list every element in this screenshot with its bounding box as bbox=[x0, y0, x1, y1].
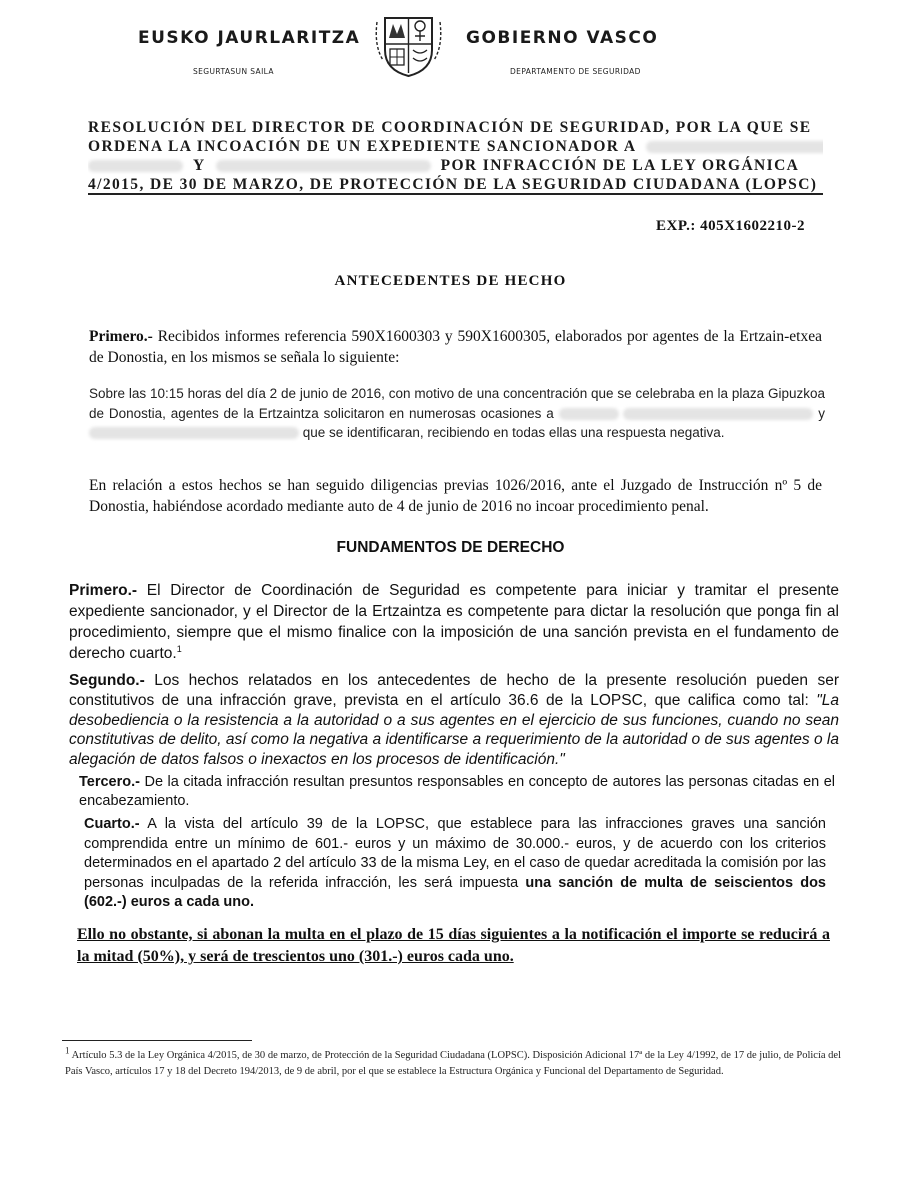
paragraph-label: Primero.- bbox=[89, 328, 153, 345]
title-line: 4/2015, DE 30 DE MARZO, DE PROTECCIÓN DE LA SEGURIDAD CIUDADANA (LOPSC) bbox=[88, 176, 818, 193]
paragraph-label: Segundo.- bbox=[69, 672, 145, 689]
title-underline bbox=[88, 193, 823, 195]
expediente-number: EXP.: 405X1602210-2 bbox=[656, 218, 805, 234]
paragraph-label: Cuarto.- bbox=[84, 816, 140, 832]
fundamento-tercero: Tercero.- De la citada infracción resultan presuntos responsables en concepto de autores las personas citadas en el encabezamiento. bbox=[79, 774, 835, 809]
legal-quote: "La desobediencia o la resistencia a la autoridad o a sus agentes en el ejercicio de sus funciones, cuando no sean constitutivas de delito, así como la negativa a identificarse a requerimiento de la autoridad o de sus agentes o la alegación de datos falsos o inexactos en los procesos de identificación." bbox=[69, 691, 839, 769]
title-line: ORDENA LA INCOACIÓN DE UN EXPEDIENTE SANCIONADOR A bbox=[88, 137, 823, 156]
resolution-title bbox=[88, 118, 823, 194]
footnote-reference: 1 bbox=[176, 643, 182, 654]
fundamento-primero: Primero.- El Director de Coordinación de Seguridad es competente para iniciar y tramitar el presente expediente sancionador, y el Director de la Ertzaintza es competente para dictar la resolución que ponga fin al procedimiento, siempre que el mismo finalice con la imposición de una sanción prevista en el fundamento de derecho cuarto.$^1$ bbox=[69, 582, 839, 662]
redacted-name bbox=[623, 408, 813, 420]
redacted-name bbox=[559, 408, 619, 420]
police-report-quote: Sobre las 10:15 horas del día 2 de junio de 2016, con motivo de una concentración que se celebraba en la plaza Gipuzkoa de Donostia, agentes de la Ertzaintza solicitaron en numerosas ocasiones a y que se identificaran, recibiendo en todas ellas una respuesta negativa. bbox=[89, 386, 825, 440]
footnote: 1 Artículo 5.3 de la Ley Orgánica 4/2015, de 30 de marzo, de Protección de la Seguridad Ciudadana (LOPSC). Disposición Adicional 17ª de la Ley 4/1992, de 17 de julio, de Policía del País Vasco, artículos 17 y 18 del Decreto 194/2013, de 9 de abril, por el que se establece la Estructura Orgánica y Funcional del Departamento de Seguridad. bbox=[65, 1045, 841, 1077]
coat-of-arms-icon bbox=[371, 10, 446, 78]
department-basque: SEGURTASUN SAILA bbox=[193, 67, 274, 76]
footnote-mark: 1 bbox=[65, 1045, 70, 1056]
paragraph-label: Tercero.- bbox=[79, 774, 140, 790]
redacted-name bbox=[89, 427, 299, 439]
antecedente-primero: Primero.- Recibidos informes referencia 590X1600303 y 590X1600305, elaborados por agentes de la Ertzain-etxea de Donostia, en los mismos se señala lo siguiente: bbox=[89, 328, 822, 366]
redacted-name bbox=[88, 160, 183, 172]
reduced-fine-notice: Ello no obstante, si abonan la multa en el plazo de 15 días siguientes a la notificación el importe se reducirá a la mitad (50%), y será de trescientos uno (301.-) euros cada uno. bbox=[77, 926, 830, 965]
paragraph-label: Primero.- bbox=[69, 582, 138, 599]
letterhead bbox=[0, 0, 901, 100]
redacted-name bbox=[646, 141, 823, 153]
antecedente-diligencias: En relación a estos hechos se han seguido diligencias previas 1026/2016, ante el Juzgado de Instrucción nº 5 de Donostia, habiéndose acordado mediante auto de 4 de junio de 2016 no incoar procedimiento penal. bbox=[89, 477, 822, 515]
fundamento-segundo: Segundo.- Los hechos relatados en los antecedentes de hecho de la presente resolución pueden ser constitutivos de una infracción grave, prevista en el artículo 36.6 de la LOPSC, que califica como tal: "La desobediencia o la resistencia a la autoridad o a sus agentes en el ejercicio de sus funciones, cuando no sean constitutivas de delito, así como la negativa a identificarse a requerimiento de la autoridad o de sus agentes o la alegación de datos falsos o inexactos en los procesos de identificación." bbox=[69, 672, 839, 769]
fundamento-cuarto: Cuarto.- A la vista del artículo 39 de la LOPSC, que establece para las infracciones graves una sanción comprendida entre un mínimo de 601.- euros y un máximo de 30.000.- euros, y de acuerdo con los criterios determinados en el apartado 2 del artículo 33 de la misma Ley, en el caso de quedar acreditada la comisión por las personas inculpadas de la referida infracción, les será impuesta una sanción de multa de seiscientos dos (602.-) euros a cada uno. bbox=[84, 816, 826, 910]
org-name-basque: EUSKO JAURLARITZA bbox=[138, 28, 361, 48]
footnote-divider bbox=[62, 1040, 252, 1041]
section-heading-antecedentes: ANTECEDENTES DE HECHO bbox=[334, 273, 567, 289]
redacted-name bbox=[216, 160, 431, 172]
title-line: Y POR INFRACCIÓN DE LA LEY ORGÁNICA bbox=[88, 156, 823, 175]
title-line: RESOLUCIÓN DEL DIRECTOR DE COORDINACIÓN DE SEGURIDAD, POR LA QUE SE bbox=[88, 119, 812, 136]
section-heading-fundamentos: FUNDAMENTOS DE DERECHO bbox=[336, 539, 565, 556]
org-name-spanish: GOBIERNO VASCO bbox=[466, 28, 659, 48]
sanction-amount: una sanción de multa de seiscientos dos (602.-) euros a cada uno. bbox=[84, 874, 826, 910]
department-spanish: DEPARTAMENTO DE SEGURIDAD bbox=[510, 67, 641, 76]
